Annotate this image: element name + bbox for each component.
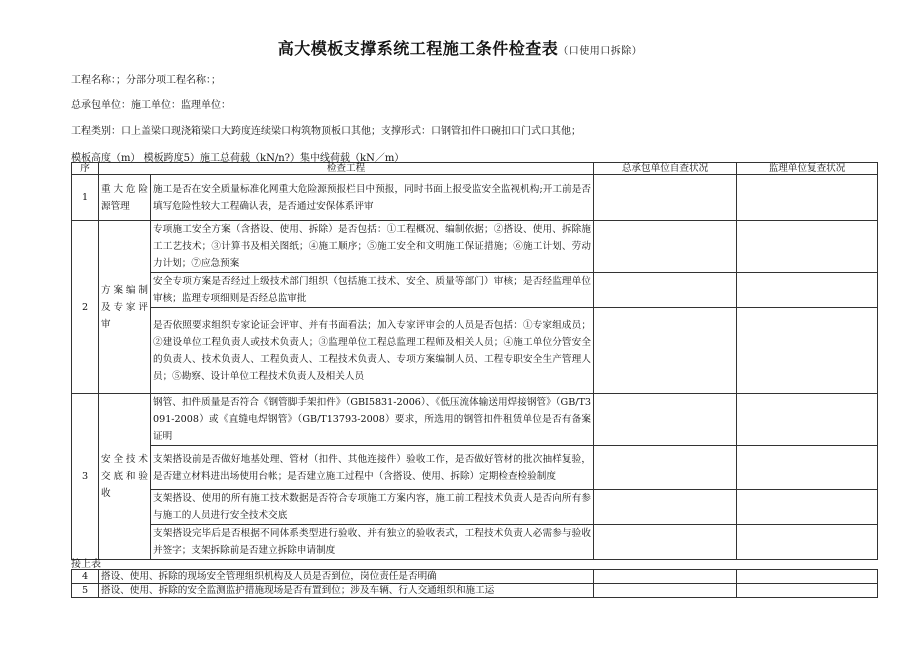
- contractor-check-cell[interactable]: [594, 570, 737, 584]
- table-row: [72, 221, 878, 273]
- supervisor-check-cell[interactable]: [737, 394, 878, 446]
- col-header-no: 序: [72, 163, 99, 175]
- col-header-item: 检查工程: [99, 163, 594, 175]
- table-row: [72, 394, 878, 446]
- project-name-line: 工程名称：；分部分项工程名称：；: [71, 75, 221, 86]
- check-item: 搭设、使用、拆除的安全监测监护措施现场是否有置到位；涉及车辆、行人交通组织和施工运: [99, 584, 594, 598]
- row-no: 2: [72, 221, 99, 394]
- supervisor-check-cell[interactable]: [737, 175, 878, 221]
- col-header-contractor: 总承包单位自查状况: [594, 163, 737, 175]
- document-title: 高大模板支撑系统工程施工条件检查表（口使用口拆除）: [277, 39, 643, 58]
- check-item: 支架搭设前是否做好地基处理、管材（扣件、其他连接件）验收工作，是否做好管材的批次抽样复验，是否建立材料进出场使用台帐；是否建立施工过程中（含搭设、使用、拆除）定期检查检验制度: [151, 446, 594, 490]
- contractor-check-cell[interactable]: [594, 394, 737, 446]
- row-no: 4: [72, 570, 99, 584]
- row-no: 3: [72, 394, 99, 560]
- contractor-check-cell[interactable]: [594, 221, 737, 273]
- check-item: 支架搭设完毕后是否根据不同体系类型进行验收、并有独立的验收表式，工程技术负责人必需参与验收并签字；支架拆除前是否建立拆除申请制度: [151, 525, 594, 560]
- supervisor-check-cell[interactable]: [737, 308, 878, 394]
- table-row: [72, 175, 878, 221]
- project-type-line: 工程类别：口上盖梁口现浇箱梁口大跨度连续梁口构筑物顶板口其他；支撑形式：口钢管扣件口碗扣口门式口其他；: [71, 126, 581, 137]
- contractor-check-cell[interactable]: [594, 175, 737, 221]
- check-item: 钢管、扣件质量是否符合《钢管脚手架扣件》（GBI5831-2006）、《低压流体输送用焊接钢管》（GB/T3091-2008）或《直缝电焊钢管》（GB/T13793-2008）要求，所选用的钢管扣件租赁单位是否有备案证明: [151, 394, 594, 446]
- supervisor-check-cell[interactable]: [737, 273, 878, 308]
- inspection-table: [71, 162, 878, 560]
- table-row: [72, 525, 878, 560]
- continued-label: 接上表: [71, 559, 101, 570]
- check-item: 是否依照要求组织专家论证会评审、并有书面看法；加入专家评审会的人员是否包括：①专家组成员；②建设单位工程负责人或技术负责人；③监理单位工程总监理工程师及相关人员；④施工单位分管安全的负责人、技术负责人、工程负责人、工程技术负责人、专项方案编制人员、工程专职安全生产管理人员；⑤勘察、设计单位工程技术负责人及相关人员: [151, 308, 594, 394]
- col-header-supervisor: 监理单位复查状况: [737, 163, 878, 175]
- row-no: 5: [72, 584, 99, 598]
- table-row: [72, 490, 878, 525]
- supervisor-check-cell[interactable]: [737, 584, 878, 598]
- supervisor-check-cell[interactable]: [737, 446, 878, 490]
- supervisor-check-cell[interactable]: [737, 490, 878, 525]
- check-item: 专项施工安全方案（含搭设、使用、拆除）是否包括：①工程概况、编制依据；②搭设、使用、拆除施工工艺技术；③计算书及相关图纸；④施工顺序；⑤施工安全和文明施工保证措施；⑥施工计划、劳动力计划；⑦应急预案: [151, 221, 594, 273]
- table-row: [72, 446, 878, 490]
- units-line: 总承包单位：施工单位：监理单位：: [71, 100, 231, 111]
- table-row: [72, 273, 878, 308]
- supervisor-check-cell[interactable]: [737, 221, 878, 273]
- contractor-check-cell[interactable]: [594, 490, 737, 525]
- table-row: [72, 584, 878, 598]
- check-item: 安全专项方案是否经过上级技术部门组织（包括施工技术、安全、质量等部门）审核；是否经监理单位审核；监理专项细则是否经总监审批: [151, 273, 594, 308]
- contractor-check-cell[interactable]: [594, 308, 737, 394]
- check-item: 施工是否在安全质量标准化网重大危险源预报栏目中预报，同时书面上报受监安全监视机构;开工前是否填写危险性较大工程确认表，是否通过安保体系评审: [151, 175, 594, 221]
- contractor-check-cell[interactable]: [594, 273, 737, 308]
- row-category: 方案编制及专家评审: [99, 221, 151, 394]
- contractor-check-cell[interactable]: [594, 525, 737, 560]
- check-item: 搭设、使用、拆除的现场安全管理组织机构及人员是否到位，岗位责任是否明确: [99, 570, 594, 584]
- continued-table: [71, 569, 878, 598]
- contractor-check-cell[interactable]: [594, 446, 737, 490]
- table-row: [72, 308, 878, 394]
- supervisor-check-cell[interactable]: [737, 525, 878, 560]
- row-category: 安全技术交底和验收: [99, 394, 151, 560]
- table-header-row: [72, 163, 878, 175]
- contractor-check-cell[interactable]: [594, 584, 737, 598]
- row-no: 1: [72, 175, 99, 221]
- usage-note: （口使用口拆除）: [558, 46, 643, 57]
- check-item: 支架搭设、使用的所有施工技术数据是否符合专项施工方案内容，施工前工程技术负责人是否向所有参与施工的人员进行安全技术交底: [151, 490, 594, 525]
- load-params-line: 模板高度（m） 模板跨度5）施工总荷载（kN/n?）集中线荷载（kN／m）: [71, 153, 405, 164]
- row-category: 重大危险源管理: [99, 175, 151, 221]
- supervisor-check-cell[interactable]: [737, 570, 878, 584]
- table-row: [72, 570, 878, 584]
